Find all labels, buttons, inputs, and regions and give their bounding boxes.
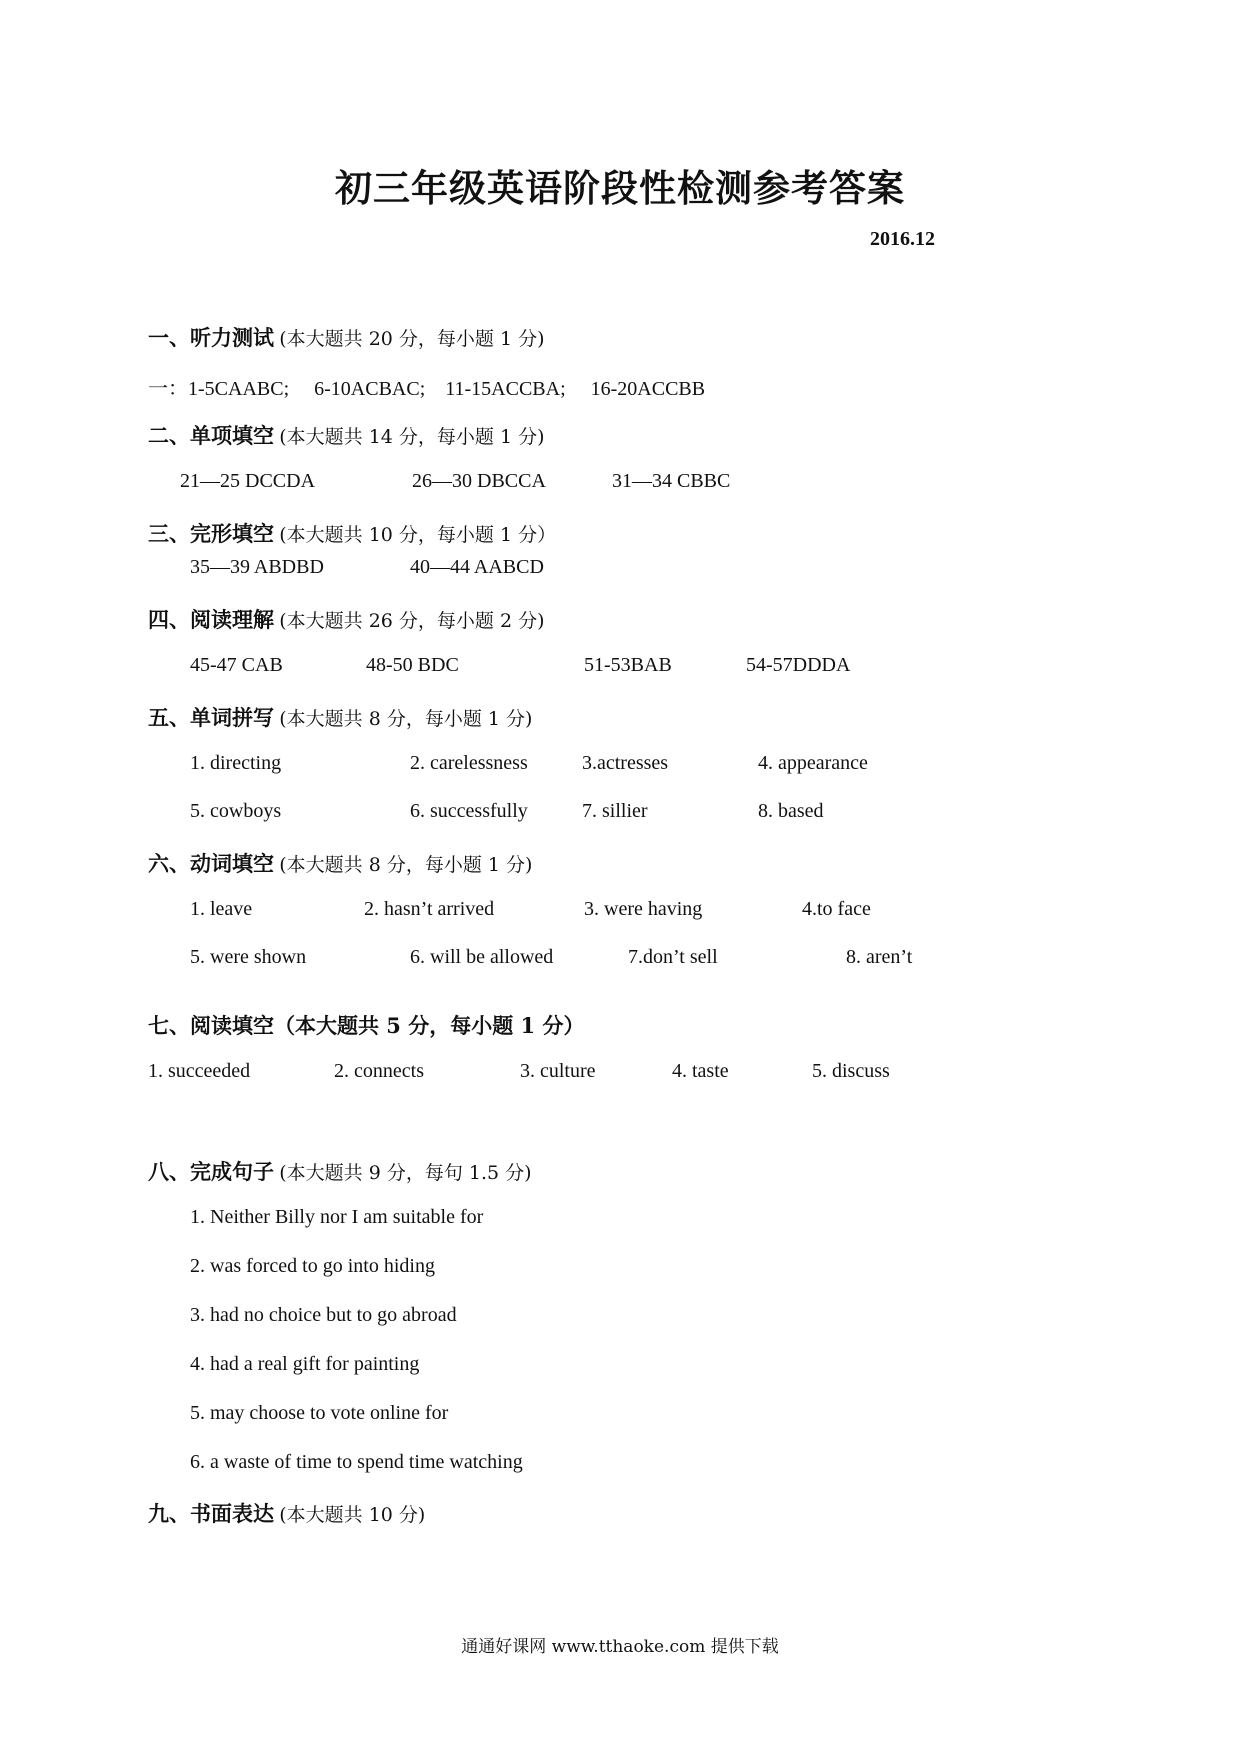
section-4-title: 四、阅读理解 bbox=[148, 607, 274, 632]
section-4-answer: 48-50 BDC bbox=[366, 654, 459, 676]
section-6-answer: 3. were having bbox=[584, 898, 703, 920]
section-7-heading: 七、阅读填空（本大题共 5 分，每小题 1 分） bbox=[148, 1013, 585, 1038]
section-3-heading bbox=[148, 518, 556, 548]
section-3-answer: 40—44 AABCD bbox=[410, 556, 544, 578]
section-2-heading bbox=[148, 420, 545, 450]
section-6-answer: 8. aren’t bbox=[846, 946, 913, 968]
section-8-heading bbox=[148, 1156, 532, 1186]
section-8-answer: 3. had no choice but to go abroad bbox=[190, 1304, 457, 1326]
section-5-answer: 5. cowboys bbox=[190, 800, 282, 822]
document-date: 2016.12 bbox=[870, 228, 935, 250]
section-2-answer: 26—30 DBCCA bbox=[412, 470, 546, 492]
section-1-note: (本大题共 20 分，每小题 1 分) bbox=[279, 328, 545, 350]
section-7-answer: 3. culture bbox=[520, 1060, 596, 1082]
section-4-heading bbox=[148, 604, 545, 634]
section-9-note: (本大题共 10 分) bbox=[279, 1504, 426, 1526]
section-5-answer: 6. successfully bbox=[410, 800, 528, 822]
section-6-title: 六、动词填空 bbox=[148, 851, 274, 876]
section-3-title: 三、完形填空 bbox=[148, 521, 274, 546]
section-8-answer: 5. may choose to vote online for bbox=[190, 1402, 449, 1424]
section-9-heading bbox=[148, 1498, 425, 1528]
page-title: 初三年级英语阶段性检测参考答案 bbox=[335, 166, 905, 210]
section-8-answer: 4. had a real gift for painting bbox=[190, 1353, 420, 1375]
section-3-answer: 35—39 ABDBD bbox=[190, 556, 324, 578]
section-8-note: (本大题共 9 分，每句 1.5 分) bbox=[279, 1162, 532, 1184]
section-5-answer: 1. directing bbox=[190, 752, 282, 774]
section-6-answer: 5. were shown bbox=[190, 946, 307, 968]
section-5-note: (本大题共 8 分，每小题 1 分) bbox=[279, 708, 533, 730]
section-5-answer: 3.actresses bbox=[582, 752, 669, 774]
section-5-answer: 8. based bbox=[758, 800, 824, 822]
section-7-answer: 2. connects bbox=[334, 1060, 424, 1082]
section-8-answer: 6. a waste of time to spend time watching bbox=[190, 1451, 523, 1473]
section-7-answer: 4. taste bbox=[672, 1060, 729, 1082]
section-7-answer: 1. succeeded bbox=[148, 1060, 251, 1082]
section-4-answer: 51-53BAB bbox=[584, 654, 672, 676]
section-5-answer: 7. sillier bbox=[582, 800, 648, 822]
section-4-answer: 54-57DDDA bbox=[746, 654, 851, 676]
section-9-title: 九、书面表达 bbox=[148, 1501, 274, 1526]
section-4-note: (本大题共 26 分，每小题 2 分) bbox=[279, 610, 545, 632]
section-6-answer: 7.don’t sell bbox=[628, 946, 718, 968]
section-5-answer: 2. carelessness bbox=[410, 752, 528, 774]
section-6-answer: 1. leave bbox=[190, 898, 253, 920]
section-4-answer: 45-47 CAB bbox=[190, 654, 283, 676]
section-8-answer: 1. Neither Billy nor I am suitable for bbox=[190, 1206, 484, 1228]
section-6-answer: 4.to face bbox=[802, 898, 871, 920]
section-1-heading bbox=[148, 322, 545, 352]
section-3-note: (本大题共 10 分，每小题 1 分） bbox=[279, 524, 557, 546]
section-2-answer: 31—34 CBBC bbox=[612, 470, 731, 492]
section-2-answer: 21—25 DCCDA bbox=[180, 470, 316, 492]
section-6-answer: 6. will be allowed bbox=[410, 946, 554, 968]
section-6-note: (本大题共 8 分，每小题 1 分) bbox=[279, 854, 533, 876]
section-2-title: 二、单项填空 bbox=[148, 423, 274, 448]
section-1-answers: 一：1-5CAABC; 6-10ACBAC; 11-15ACCBA; 16-20ACCBB bbox=[148, 378, 706, 400]
section-8-title: 八、完成句子 bbox=[148, 1159, 274, 1184]
section-8-answer: 2. was forced to go into hiding bbox=[190, 1255, 435, 1277]
section-5-heading bbox=[148, 702, 532, 732]
section-6-answer: 2. hasn’t arrived bbox=[364, 898, 495, 920]
section-5-title: 五、单词拼写 bbox=[148, 705, 274, 730]
section-7-answer: 5. discuss bbox=[812, 1060, 890, 1082]
section-5-answer: 4. appearance bbox=[758, 752, 868, 774]
section-2-note: (本大题共 14 分，每小题 1 分) bbox=[279, 426, 545, 448]
section-6-heading bbox=[148, 848, 532, 878]
footer-source: 通通好课网 www.tthaoke.com 提供下载 bbox=[461, 1637, 779, 1657]
section-1-title: 一、听力测试 bbox=[148, 325, 274, 350]
